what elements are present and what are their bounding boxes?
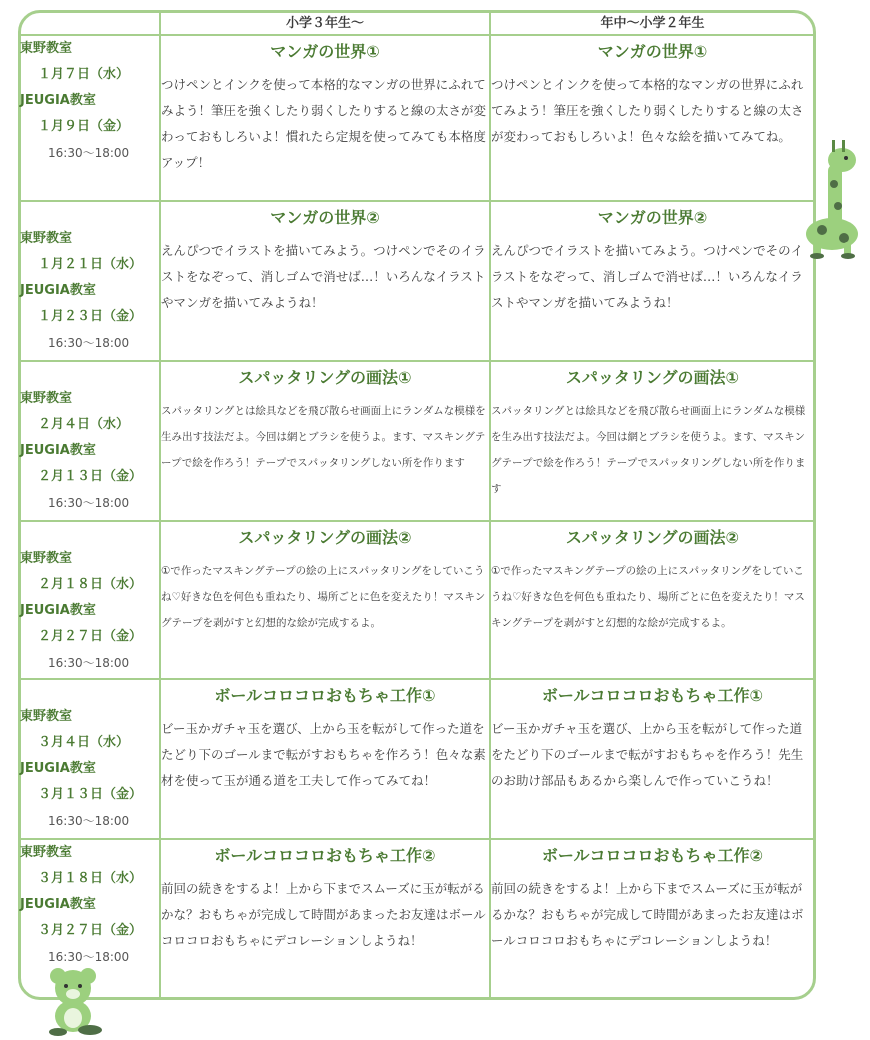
lesson-description: ①で作ったマスキングテープの絵の上にスパッタリングをしていこうね♡好きな色を何色も重ねたり、場所ごとに色を変えたり！マスキングテープを剥がすと幻想的な絵が完成するよ。	[491, 565, 805, 629]
session-info	[20, 361, 160, 521]
lesson-cell	[160, 521, 490, 679]
table-row	[20, 679, 814, 839]
location-label: 東野教室	[20, 391, 73, 406]
date-label: １月７日（水）	[38, 67, 130, 82]
lesson-title: ボールコロコロおもちゃ工作①	[214, 686, 436, 705]
header-elementary: 小学３年生〜	[160, 12, 490, 35]
location-label: 東野教室	[20, 231, 73, 246]
lesson-title: スパッタリングの画法①	[238, 368, 412, 387]
date-label: ３月４日（水）	[38, 735, 130, 750]
date-label: ３月１３日（金）	[38, 787, 143, 802]
location-label: 東野教室	[20, 551, 73, 566]
table-header-row	[20, 12, 814, 35]
header-young: 年中〜小学２年生	[490, 12, 814, 35]
lesson-cell	[160, 361, 490, 521]
lesson-cell	[490, 201, 814, 361]
table-row	[20, 361, 814, 521]
lesson-title: スパッタリングの画法②	[238, 528, 412, 547]
date-label: １月２１日（水）	[38, 257, 143, 272]
date-label: ２月１３日（金）	[38, 469, 143, 484]
date-label: ２月４日（水）	[38, 417, 130, 432]
location-label: 東野教室	[20, 709, 73, 724]
lesson-description: ①で作ったマスキングテープの絵の上にスパッタリングをしていこうね♡好きな色を何色も重ねたり、場所ごとに色を変えたり！マスキングテープを剥がすと幻想的な絵が完成するよ。	[161, 565, 486, 629]
lesson-description: つけペンとインクを使って本格的なマンガの世界にふれてみよう！筆圧を強くしたり弱くしたりすると線の太さが変わっておもしろいよ！慣れたら定規を使ってみても本格度アップ！	[161, 77, 487, 170]
header-spacer	[20, 12, 160, 35]
lesson-description: えんぴつでイラストを描いてみよう。つけペンでそのイラストをなぞって、消しゴムで消せば…！いろんなイラストやマンガを描いてみようね！	[161, 243, 486, 310]
lesson-cell	[160, 35, 490, 201]
session-info	[20, 679, 160, 839]
location-label: JEUGIA教室	[20, 283, 96, 298]
lesson-description: スパッタリングとは絵具などを飛び散らせ画面上にランダムな模様を生み出す技法だよ。今回は網とブラシを使うよ。ます、マスキングテープで絵を作ろう！テープでスパッタリングしない所を作ります	[161, 405, 486, 469]
time-label: 16:30〜18:00	[48, 950, 130, 964]
lesson-description: スパッタリングとは絵具などを飛び散らせ画面上にランダムな模様を生み出す技法だよ。今回は網とブラシを使うよ。ます、マスキングテープで絵を作ろう！テープでスパッタリングしない所を作ります	[491, 405, 806, 495]
time-label: 16:30〜18:00	[48, 656, 130, 670]
location-label: JEUGIA教室	[20, 603, 96, 618]
lesson-description: ビー玉かガチャ玉を選び、上から玉を転がして作った道をたどり下のゴールまで転がすおもちゃを作ろう！色々な素材を使って玉が通る道を工夫して作ってみてね！	[161, 721, 486, 788]
lesson-title: マンガの世界①	[270, 42, 380, 61]
lesson-title: ボールコロコロおもちゃ工作②	[541, 846, 764, 865]
giraffe-illustration	[792, 134, 868, 260]
lesson-cell	[160, 839, 490, 999]
time-label: 16:30〜18:00	[48, 814, 130, 828]
location-label: 東野教室	[20, 41, 73, 56]
location-label: 東野教室	[20, 845, 73, 860]
schedule-table	[20, 12, 814, 999]
location-label: JEUGIA教室	[20, 93, 96, 108]
lesson-cell	[160, 679, 490, 839]
lesson-cell	[160, 201, 490, 361]
date-label: ２月２７日（金）	[38, 629, 143, 644]
lesson-description: 前回の続きをするよ！上から下までスムーズに玉が転がるかな？おもちゃが完成して時間があまったお友達はボールコロコロおもちゃにデコレーションしようね！	[161, 881, 486, 948]
lesson-title: スパッタリングの画法①	[565, 368, 740, 387]
time-label: 16:30〜18:00	[48, 146, 130, 160]
time-label: 16:30〜18:00	[48, 336, 130, 350]
lesson-description: ビー玉かガチャ玉を選び、上から玉を転がして作った道をたどり下のゴールまで転がすおもちゃを作ろう！先生のお助け部品もあるから楽しんで作っていこうね！	[491, 721, 804, 788]
session-info	[20, 35, 160, 201]
lesson-title: ボールコロコロおもちゃ工作①	[541, 686, 764, 705]
date-label: １月９日（金）	[38, 119, 130, 134]
date-label: ２月１８日（水）	[38, 577, 143, 592]
session-info	[20, 521, 160, 679]
lesson-cell	[490, 361, 814, 521]
table-row	[20, 839, 814, 999]
lesson-description: つけペンとインクを使って本格的なマンガの世界にふれてみよう！筆圧を強くしたり弱くしたりすると線の太さが変わっておもしろいよ！色々な絵を描いてみてね。	[491, 77, 804, 144]
location-label: JEUGIA教室	[20, 443, 96, 458]
table-row	[20, 201, 814, 361]
lesson-title: マンガの世界①	[597, 42, 708, 61]
lesson-title: マンガの世界②	[270, 208, 380, 227]
location-label: JEUGIA教室	[20, 897, 96, 912]
table-row	[20, 521, 814, 679]
bear-illustration	[44, 964, 110, 1036]
table-row	[20, 35, 814, 201]
lesson-description: 前回の続きをするよ！上から下までスムーズに玉が転がるかな？おもちゃが完成して時間があまったお友達はボールコロコロおもちゃにデコレーションしようね！	[491, 881, 804, 948]
location-label: JEUGIA教室	[20, 761, 96, 776]
date-label: ３月１８日（水）	[38, 871, 143, 886]
lesson-cell	[490, 521, 814, 679]
lesson-description: えんぴつでイラストを描いてみよう。つけペンでそのイラストをなぞって、消しゴムで消せば…！いろんなイラストやマンガを描いてみようね！	[491, 243, 804, 310]
date-label: ３月２７日（金）	[38, 923, 143, 938]
lesson-title: ボールコロコロおもちゃ工作②	[214, 846, 436, 865]
lesson-cell	[490, 839, 814, 999]
lesson-cell	[490, 35, 814, 201]
session-info	[20, 201, 160, 361]
time-label: 16:30〜18:00	[48, 496, 130, 510]
lesson-title: マンガの世界②	[597, 208, 708, 227]
lesson-title: スパッタリングの画法②	[565, 528, 740, 547]
lesson-cell	[490, 679, 814, 839]
date-label: １月２３日（金）	[38, 309, 143, 324]
